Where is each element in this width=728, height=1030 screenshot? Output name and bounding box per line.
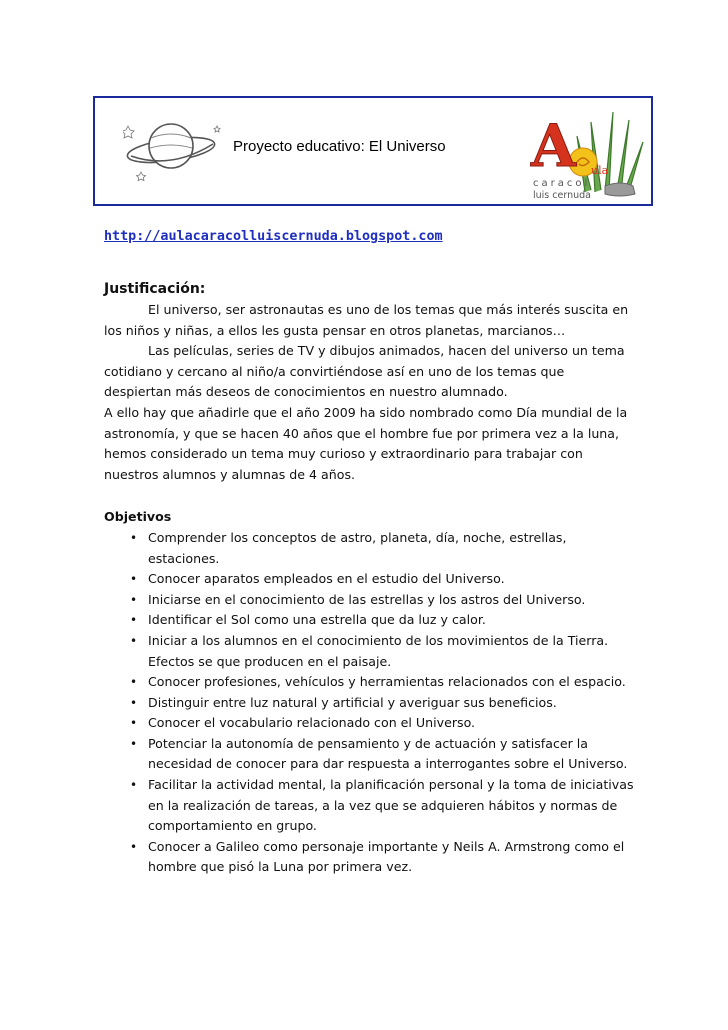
- objetivos-heading: Objetivos: [104, 509, 172, 525]
- document-body: [104, 278, 634, 878]
- list-item: • Potenciar la autonomía de pensamiento y de actuación y satisfacer la necesidad de conocer para dar respuesta a interrogantes sobre el Universo.: [130, 735, 628, 772]
- bullet-icon: •: [130, 839, 138, 854]
- logo-text-caracol: caracol: [533, 178, 591, 189]
- bullet-icon: •: [130, 675, 138, 690]
- planet-icon: [123, 116, 227, 182]
- list-item: • Conocer a Galileo como personaje importante y Neils A. Armstrong como el hombre que pisó la Luna por primera vez.: [130, 838, 625, 875]
- list-item: • Identificar el Sol como una estrella que da luz y calor.: [104, 610, 634, 631]
- bullet-icon: •: [130, 633, 138, 648]
- list-item: • Conocer profesiones, vehículos y herramientas relacionados con el espacio.: [104, 672, 634, 693]
- justificacion-paragraph-2: Las películas, series de TV y dibujos animados, hacen del universo un tema cotidiano y cercano al niño/a convirtiéndose así en uno de los temas que despiertan más deseos de conocimientos en nuestro alumnado.: [104, 343, 625, 400]
- list-item: • Conocer aparatos empleados en el estudio del Universo.: [104, 569, 634, 590]
- bullet-icon: •: [130, 530, 138, 545]
- list-item: • Facilitar la actividad mental, la planificación personal y la toma de iniciativas en la realización de tareas, a la vez que se adquieren hábitos y normas de comportamiento en grupo.: [130, 777, 634, 834]
- justificacion-paragraph-1: El universo, ser astronautas es uno de los temas que más interés suscita en los niños y niñas, a ellos les gusta pensar en otros planetas, marcianos…: [104, 302, 629, 338]
- list-item: • Comprender los conceptos de astro, planeta, día, noche, estrellas, estaciones.: [130, 529, 567, 566]
- header-box: [93, 96, 653, 206]
- list-item: • Iniciar a los alumnos en el conocimiento de los movimientos de la Tierra. Efectos se que producen en el paisaje.: [130, 632, 609, 669]
- logo-text-ula: ula: [591, 164, 609, 177]
- list-item: • Conocer el vocabulario relacionado con el Universo.: [104, 713, 634, 734]
- logo-letter: A: [531, 112, 577, 180]
- bullet-icon: •: [130, 716, 138, 731]
- bullet-icon: •: [130, 572, 138, 587]
- list-item: • Iniciarse en el conocimiento de las estrellas y los astros del Universo.: [104, 590, 634, 611]
- bullet-icon: •: [130, 778, 138, 793]
- bullet-icon: •: [130, 613, 138, 628]
- bullet-icon: •: [130, 736, 138, 751]
- blog-url-link[interactable]: http://aulacaracolluiscernuda.blogspot.com: [104, 229, 443, 244]
- aula-caracol-logo: [525, 102, 649, 202]
- justificacion-paragraph-3: A ello hay que añadirle que el año 2009 ha sido nombrado como Día mundial de la astronomía, y que se hacen 40 años que el hombre fue por primera vez a la luna, hemos considerado un tema muy curioso y extraordinario para trabajar con nuestros alumnos y alumnas de 4 años.: [104, 404, 628, 482]
- page-title: Proyecto educativo: El Universo: [233, 138, 446, 155]
- bullet-icon: •: [130, 592, 138, 607]
- list-item: • Distinguir entre luz natural y artificial y averiguar sus beneficios.: [104, 693, 634, 714]
- justificacion-heading: Justificación:: [104, 281, 206, 297]
- bullet-icon: •: [130, 695, 138, 710]
- objetivos-list: [104, 528, 634, 878]
- logo-text-luis-cernuda: luis cernuda: [533, 190, 591, 201]
